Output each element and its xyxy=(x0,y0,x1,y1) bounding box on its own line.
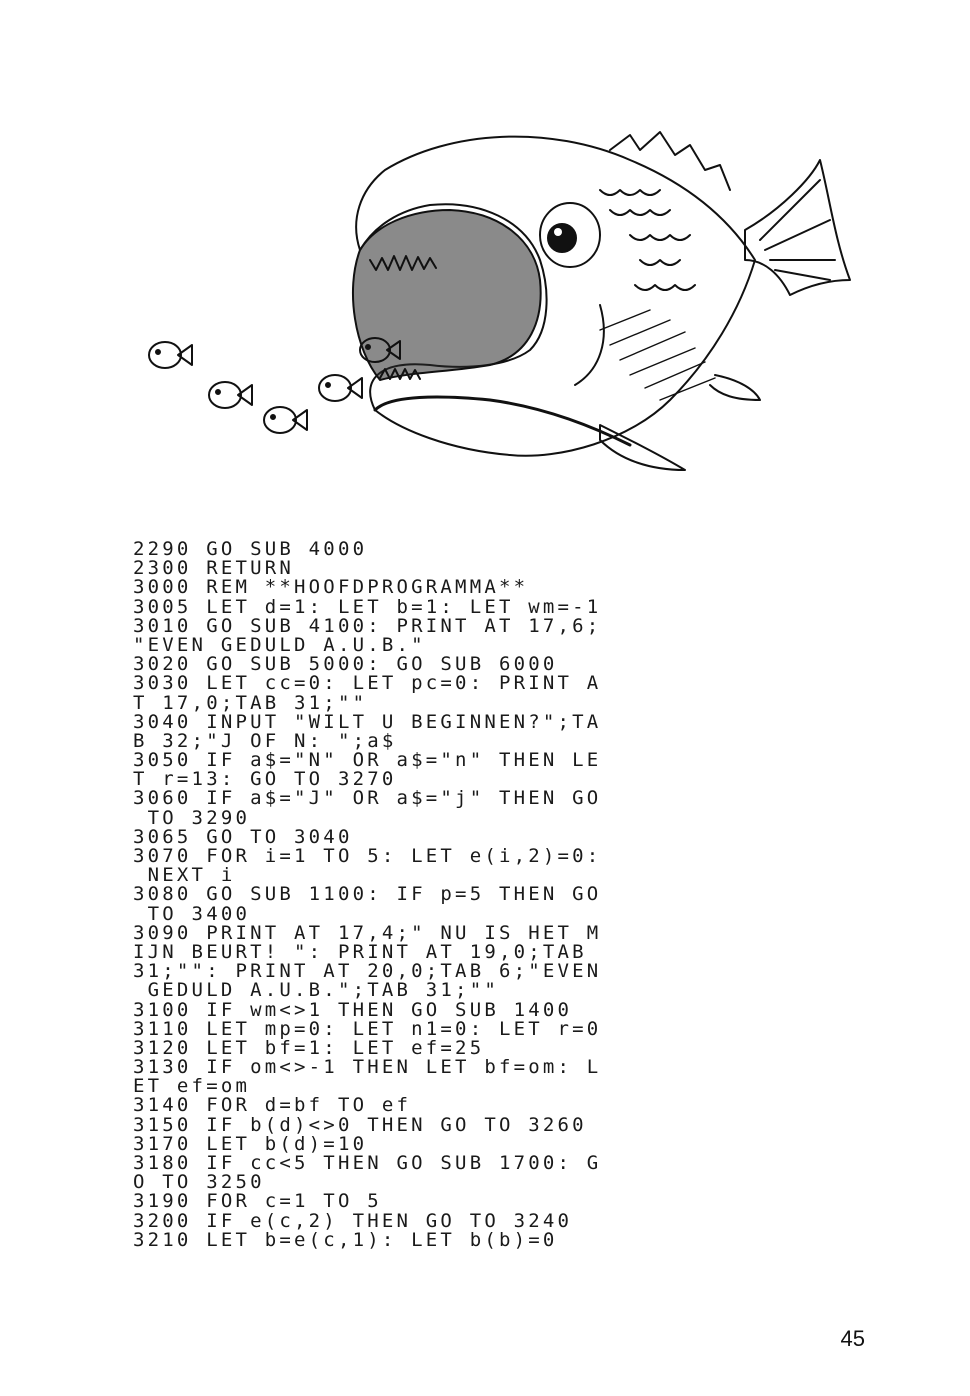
code-line: 3130 IF om<>-1 THEN LET bf=om: L xyxy=(133,1056,602,1079)
code-line: 31;"": PRINT AT 20,0;TAB 6;"EVEN xyxy=(133,960,602,983)
code-line: 3005 LET d=1: LET b=1: LET wm=-1 xyxy=(133,595,602,618)
code-line: 3150 IF b(d)<>0 THEN GO TO 3260 xyxy=(133,1113,587,1136)
code-line: 3110 LET mp=0: LET n1=0: LET r=0 xyxy=(133,1017,602,1040)
code-line: "EVEN GEDULD A.U.B." xyxy=(133,633,426,656)
small-fish-3 xyxy=(264,407,307,433)
code-line: IJN BEURT! ": PRINT AT 19,0;TAB xyxy=(133,940,587,963)
small-fish-2 xyxy=(209,382,252,408)
code-line: GEDULD A.U.B.";TAB 31;"" xyxy=(133,979,499,1002)
code-line: 3210 LET b=e(c,1): LET b(b)=0 xyxy=(133,1228,558,1251)
small-fish-1 xyxy=(149,342,192,368)
big-fish-lip xyxy=(375,397,630,445)
code-line: 3065 GO TO 3040 xyxy=(133,825,353,848)
code-line: 3040 INPUT "WILT U BEGINNEN?";TA xyxy=(133,710,602,733)
fish-illustration-icon xyxy=(130,110,870,490)
big-fish-dorsal-fin xyxy=(610,132,730,190)
code-line: T 17,0;TAB 31;"" xyxy=(133,691,368,714)
code-line: T r=13: GO TO 3270 xyxy=(133,768,397,791)
code-line: 3000 REM **HOOFDPROGRAMMA** xyxy=(133,576,529,599)
code-line: 3190 FOR c=1 TO 5 xyxy=(133,1190,382,1213)
code-line: NEXT i xyxy=(133,864,236,887)
code-line: 3010 GO SUB 4100: PRINT AT 17,6; xyxy=(133,614,602,637)
code-line: 3090 PRINT AT 17,4;" NU IS HET M xyxy=(133,921,602,944)
code-line: TO 3400 xyxy=(133,902,251,925)
code-line: 3200 IF e(c,2) THEN GO TO 3240 xyxy=(133,1209,573,1232)
code-line: 3170 LET b(d)=10 xyxy=(133,1132,368,1155)
code-line: ET ef=om xyxy=(133,1075,251,1098)
code-line: TO 3290 xyxy=(133,806,251,829)
code-line: 3140 FOR d=bf TO ef xyxy=(133,1094,412,1117)
code-line: 3020 GO SUB 5000: GO SUB 6000 xyxy=(133,653,558,676)
code-line: 3030 LET cc=0: LET pc=0: PRINT A xyxy=(133,672,602,695)
code-line: O TO 3250 xyxy=(133,1171,265,1194)
small-fish-4 xyxy=(319,375,362,401)
code-line: 3080 GO SUB 1100: IF p=5 THEN GO xyxy=(133,883,602,906)
big-fish-mouth xyxy=(353,210,541,380)
code-line: 2300 RETURN xyxy=(133,557,295,580)
code-line: 3120 LET bf=1: LET ef=25 xyxy=(133,1036,485,1059)
code-line: 3060 IF a$="J" OR a$="j" THEN GO xyxy=(133,787,602,810)
code-line: 2290 GO SUB 4000 xyxy=(133,538,368,560)
code-line: 3180 IF cc<5 THEN GO SUB 1700: G xyxy=(133,1152,602,1174)
page-number: 45 xyxy=(840,1326,865,1351)
code-line: 3100 IF wm<>1 THEN GO SUB 1400 xyxy=(133,998,573,1021)
big-fish-belly-fin xyxy=(600,425,685,470)
code-line: B 32;"J OF N: ";a$ xyxy=(133,729,397,752)
code-line: 3050 IF a$="N" OR a$="n" THEN LE xyxy=(133,749,602,772)
basic-program-listing xyxy=(133,540,653,1250)
code-line: 3070 FOR i=1 TO 5: LET e(i,2)=0: xyxy=(133,845,602,867)
